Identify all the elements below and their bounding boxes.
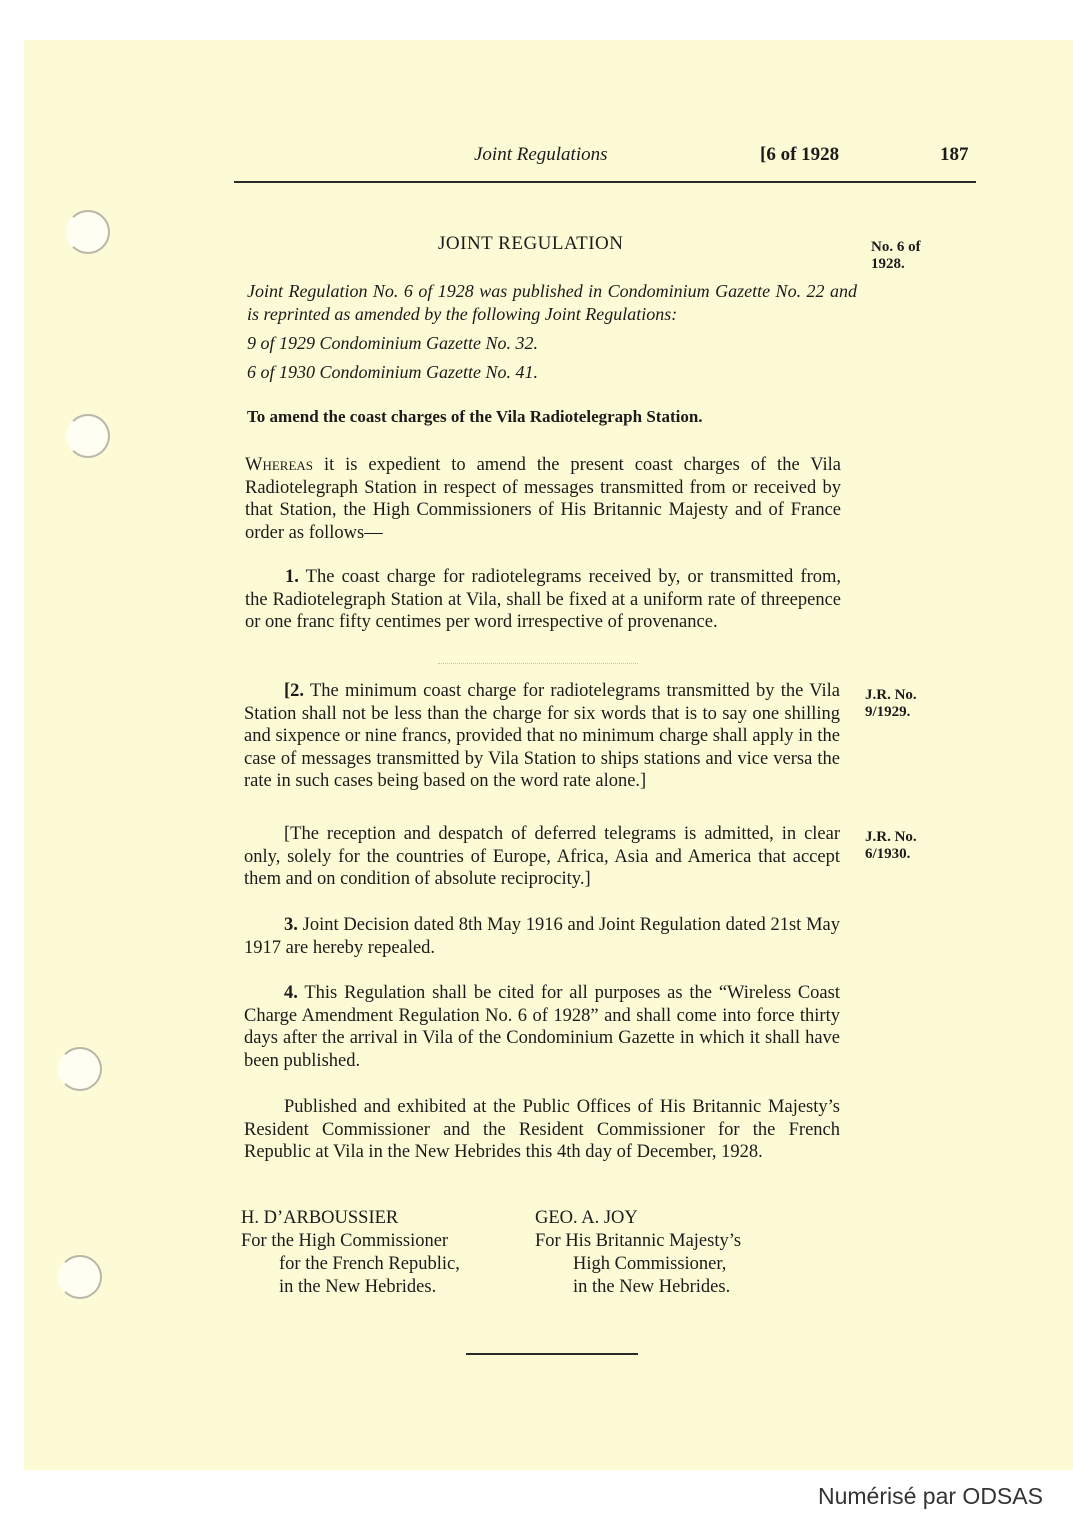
section-text: The coast charge for radiotelegrams received by, or transmitted from, the Radiotelegraph Station at Vila, shall be fixed at a uniform rate of threepence or one franc fifty centimes per word irrespective of provenance. [245,567,841,633]
punch-hole [58,1047,102,1091]
whereas-lead: Whereas [245,455,314,475]
margin-note-section-2 [865,687,917,721]
signatory-title: High Commissioner, [573,1254,727,1274]
section-2-addition: [The reception and despatch of deferred telegrams is admitted, in clear only, solely for the countries of Europe, Africa, Asia and America that accept them and on condition of absolute reciprocity.] [244,824,840,890]
running-title: Joint Regulations [474,144,608,165]
amendment-item: 9 of 1929 Condominium Gazette No. 32. [247,333,538,353]
section-text: Joint Decision dated 8th May 1916 and Joint Regulation dated 21st May 1917 are hereby repealed. [244,915,840,958]
section-1 [245,566,841,634]
margin-note-line: J.R. No. [865,687,917,703]
margin-note-title [871,239,921,273]
signatory-title: For His Britannic Majesty’s [535,1231,742,1251]
section-number: 4. [284,983,298,1003]
margin-note-line: J.R. No. [865,829,917,845]
signature-block-french [241,1207,460,1299]
signatory-name: GEO. A. JOY [535,1208,638,1228]
signatory-title: in the New Hebrides. [279,1277,437,1297]
section-4 [244,982,840,1072]
margin-note-line: 1928. [871,256,905,272]
document-title: JOINT REGULATION [438,233,624,254]
amendment-item: 6 of 1930 Condominium Gazette No. 41. [247,362,538,382]
margin-note-section-2-addition [865,829,917,863]
punch-hole [58,1255,102,1299]
section-2 [244,680,840,793]
section-text: The minimum coast charge for radiotelegrams transmitted by the Vila Station shall not be less than the charge for six words that is to say one shilling and sixpence or nine francs, provided that no minimum charge shall apply in the case of messages transmitted by Vila Station to ships stations and vice versa the rate in such cases being based on the word rate alone.] [244,681,840,792]
closing-rule [466,1353,638,1355]
regulation-subject: To amend the coast charges of the Vila Radiotelegraph Station. [247,407,703,426]
signatory-title: For the High Commissioner [241,1231,449,1251]
whereas-paragraph [245,454,841,544]
publication-paragraph: Published and exhibited at the Public Offices of His Britannic Majesty’s Resident Commissioner and the Resident Commissioner for the French Republic at Vila in the New Hebrides this 4th day of December, 1928. [244,1097,840,1163]
digitization-stamp: Numérisé par ODSAS [818,1483,1043,1509]
publication-note: Joint Regulation No. 6 of 1928 was published in Condominium Gazette No. 22 and is reprinted as amended by the following Joint Regulations: [247,281,857,324]
whereas-text: it is expedient to amend the present coast charges of the Vila Radiotelegraph Station in respect of messages transmitted from or received by that Station, the High Commissioners of His Britannic Majesty and of France order as follows— [245,455,841,543]
signatory-title: in the New Hebrides. [573,1277,731,1297]
section-text: This Regulation shall be cited for all purposes as the “Wireless Coast Charge Amendment Regulation No. 6 of 1928” and shall come into force thirty days after the arrival in Vila of the Condominium Gazette in which it shall have been published. [244,983,840,1071]
punch-hole [66,414,110,458]
section-3 [244,914,840,959]
header-rule [234,181,976,183]
section-number: 1. [285,567,299,587]
signatory-title: for the French Republic, [279,1254,460,1274]
signature-block-british [535,1207,741,1299]
section-number: 3. [284,915,298,935]
regulation-reference: [6 of 1928 [760,144,840,165]
faint-mark [438,663,638,665]
signatory-name: H. D’ARBOUSSIER [241,1208,399,1228]
margin-note-line: No. 6 of [871,239,921,255]
page-number: 187 [940,144,969,165]
margin-note-line: 6/1930. [865,846,911,862]
margin-note-line: 9/1929. [865,704,911,720]
section-number: [2. [284,681,305,701]
punch-hole [66,210,110,254]
